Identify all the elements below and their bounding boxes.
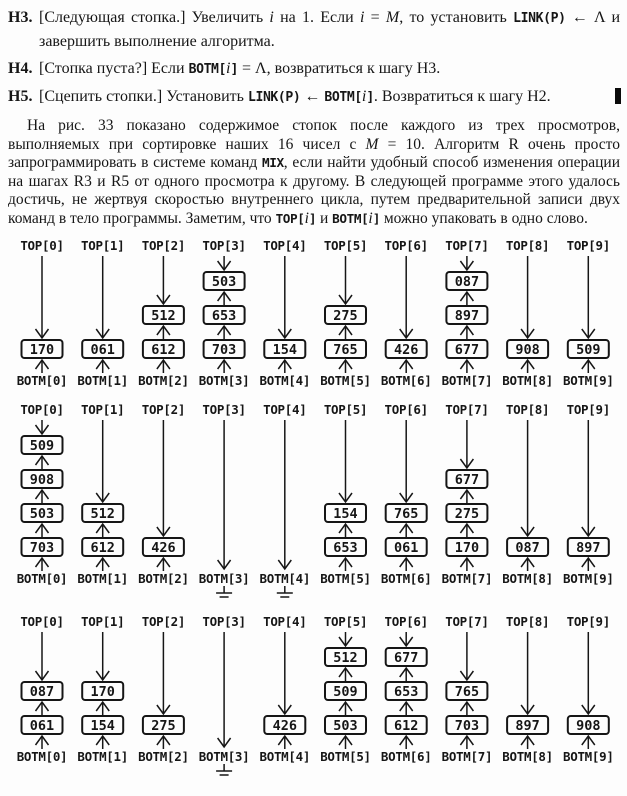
botm-label-5: BOTM[5] <box>320 570 371 586</box>
stack-node-value: 154 <box>90 717 115 734</box>
text-run: можно упаковать в одно слово. <box>379 209 588 227</box>
top-label-5: TOP[5] <box>323 402 368 417</box>
botm-label-9: BOTM[9] <box>563 748 614 764</box>
top-label-6: TOP[6] <box>384 238 428 253</box>
top-label-3: TOP[3] <box>202 614 246 629</box>
botm-label-3: BOTM[3] <box>198 748 250 764</box>
botm-label-3: BOTM[3] <box>198 570 250 586</box>
botm-label-2: BOTM[2] <box>138 372 189 388</box>
stack-node-value: 509 <box>576 341 601 358</box>
top-label-0: TOP[0] <box>20 614 64 629</box>
code-token: ] <box>308 210 317 226</box>
top-label-7: TOP[7] <box>445 614 489 629</box>
botm-label-2: BOTM[2] <box>138 570 189 586</box>
text-run: i <box>359 9 365 26</box>
step-label: H3. <box>8 9 33 26</box>
top-label-3: TOP[3] <box>202 402 246 417</box>
code-token: LINK(P) <box>247 90 301 105</box>
stack-node-value: 087 <box>515 539 540 556</box>
text-run: на 1. Если <box>273 9 360 26</box>
botm-label-6: BOTM[6] <box>380 372 432 388</box>
code-token: BOTM[ <box>332 210 369 226</box>
stack-node-value: 703 <box>29 539 55 556</box>
top-label-8: TOP[8] <box>505 614 550 629</box>
top-label-9: TOP[9] <box>566 238 610 253</box>
botm-label-1: BOTM[1] <box>77 372 128 388</box>
algorithm-step-h5 <box>8 85 620 109</box>
stack-node-value: 512 <box>151 307 176 324</box>
text-run: [Сцепить стопки.] Установить <box>39 88 248 105</box>
stack-node-value: 512 <box>333 649 358 666</box>
text-run: i <box>361 88 367 105</box>
stack-node-value: 087 <box>29 683 55 700</box>
botm-label-4: BOTM[4] <box>259 372 311 388</box>
algorithm-end-marker-icon <box>615 88 621 104</box>
stack-node-value: 154 <box>333 505 358 522</box>
stack-node-value: 512 <box>90 505 115 522</box>
top-label-8: TOP[8] <box>505 238 550 253</box>
top-label-0: TOP[0] <box>20 238 64 253</box>
text-run: На рис. 33 показано содержимое стопок после каждого из трех просмотров, выполняемых при сортировке наших 16 чисел с <box>8 117 620 153</box>
code-token: BOTM[ <box>324 90 362 105</box>
stack-node-value: 154 <box>272 341 297 358</box>
stack-node-value: 087 <box>454 273 480 290</box>
code-token: ] <box>366 90 374 105</box>
stack-node-value: 897 <box>576 539 601 556</box>
step-label: H4. <box>8 60 33 77</box>
stack-node-value: 509 <box>333 683 358 700</box>
botm-label-4: BOTM[4] <box>259 570 311 586</box>
botm-label-8: BOTM[8] <box>502 570 553 586</box>
text-run: i <box>368 209 373 227</box>
text-run: , если найти удобный способ изменения операции на шагах R3 и R5 от одного просмотра к другому. В следующей программе этого удалось достичь, не жертвуя скоростью внутреннего цикла, путем предварительной записи двух команд в тело программы. Заметим, что <box>8 154 621 227</box>
botm-label-7: BOTM[7] <box>441 372 493 388</box>
step-text <box>39 88 551 105</box>
stacks-diagram-pass-3 <box>0 615 627 780</box>
top-label-6: TOP[6] <box>384 402 428 417</box>
text-run: ← <box>300 88 325 105</box>
text-content <box>0 0 627 229</box>
stack-node-value: 677 <box>454 471 480 488</box>
stack-node-value: 908 <box>576 717 601 734</box>
top-label-1: TOP[1] <box>81 614 125 629</box>
text-run: [Следующая стопка.] Увеличить <box>39 9 270 26</box>
stack-node-value: 908 <box>29 471 55 488</box>
top-label-1: TOP[1] <box>81 402 125 417</box>
stack-node-value: 677 <box>394 649 419 666</box>
text-run: и <box>316 209 333 227</box>
step-text <box>39 60 440 77</box>
top-label-3: TOP[3] <box>202 238 246 253</box>
code-token: ] <box>372 210 380 226</box>
text-run: [Стопка пуста?] Если <box>39 60 189 77</box>
top-label-2: TOP[2] <box>141 402 186 417</box>
stacks-diagram-pass-2 <box>0 403 627 602</box>
botm-label-1: BOTM[1] <box>77 748 128 764</box>
stack-node-value: 653 <box>333 539 358 556</box>
step-label: H5. <box>8 88 33 105</box>
botm-label-0: BOTM[0] <box>16 748 68 764</box>
botm-label-6: BOTM[6] <box>380 570 432 586</box>
stack-node-value: 765 <box>333 341 358 358</box>
code-token: ] <box>230 62 238 77</box>
top-label-9: TOP[9] <box>566 614 610 629</box>
text-run: = <box>364 9 386 26</box>
text-run: M <box>385 9 400 26</box>
botm-label-5: BOTM[5] <box>320 372 371 388</box>
top-label-5: TOP[5] <box>323 238 368 253</box>
stack-node-value: 897 <box>515 717 540 734</box>
botm-label-8: BOTM[8] <box>502 748 553 764</box>
botm-label-9: BOTM[9] <box>563 372 614 388</box>
stack-node-value: 503 <box>29 505 55 522</box>
text-run: = 10. Алгоритм R очень просто запрограммировать в системе команд <box>8 135 620 172</box>
stack-node-value: 765 <box>454 683 480 700</box>
stack-node-value: 275 <box>454 505 480 522</box>
top-label-4: TOP[4] <box>263 238 307 253</box>
top-label-1: TOP[1] <box>81 238 125 253</box>
botm-label-5: BOTM[5] <box>320 748 371 764</box>
stack-node-value: 275 <box>151 717 176 734</box>
botm-label-3: BOTM[3] <box>198 372 250 388</box>
top-label-0: TOP[0] <box>20 402 64 417</box>
stack-node-value: 509 <box>29 437 55 454</box>
stack-node-value: 703 <box>211 341 237 358</box>
text-run: i <box>304 209 309 227</box>
botm-label-0: BOTM[0] <box>16 372 68 388</box>
body-paragraph <box>8 117 620 229</box>
text-run: , то установить <box>399 9 514 26</box>
stack-node-value: 765 <box>394 505 419 522</box>
stack-node-value: 612 <box>394 717 419 734</box>
top-label-7: TOP[7] <box>445 402 489 417</box>
botm-label-8: BOTM[8] <box>502 372 553 388</box>
top-label-5: TOP[5] <box>323 614 368 629</box>
stack-node-value: 897 <box>454 307 480 324</box>
botm-label-7: BOTM[7] <box>441 748 493 764</box>
text-run: ← Λ и завершить выполнение алгоритма. <box>39 9 621 50</box>
top-label-2: TOP[2] <box>141 238 186 253</box>
text-run: i <box>226 60 231 77</box>
stack-node-value: 908 <box>515 341 540 358</box>
text-run: . Возвратиться к шагу H2. <box>373 88 551 105</box>
top-label-8: TOP[8] <box>505 402 550 417</box>
text-run: M <box>365 135 379 153</box>
stack-node-value: 061 <box>29 717 55 734</box>
algorithm-step-h3 <box>8 6 620 53</box>
stack-node-value: 612 <box>151 341 176 358</box>
code-token: TOP[ <box>275 210 305 226</box>
stack-node-value: 503 <box>211 273 237 290</box>
stack-node-value: 677 <box>454 341 480 358</box>
botm-label-1: BOTM[1] <box>77 570 128 586</box>
figure-33 <box>0 239 627 780</box>
top-label-2: TOP[2] <box>141 614 186 629</box>
stack-node-value: 426 <box>151 539 176 556</box>
step-text <box>39 9 620 50</box>
stack-node-value: 653 <box>211 307 237 324</box>
code-token: LINK(P) <box>513 11 566 26</box>
stack-node-value: 426 <box>394 341 419 358</box>
stack-node-value: 170 <box>90 683 115 700</box>
top-label-6: TOP[6] <box>384 614 428 629</box>
stack-node-value: 275 <box>333 307 358 324</box>
botm-label-2: BOTM[2] <box>138 748 189 764</box>
stack-node-value: 503 <box>333 717 358 734</box>
stack-node-value: 170 <box>454 539 480 556</box>
text-run: i <box>269 9 274 26</box>
stack-node-value: 653 <box>394 683 419 700</box>
stacks-diagram-pass-1 <box>0 239 627 390</box>
stack-node-value: 426 <box>272 717 297 734</box>
code-token: MIX <box>262 155 284 171</box>
algorithm-step-h4 <box>8 57 620 81</box>
top-label-4: TOP[4] <box>263 402 307 417</box>
botm-label-7: BOTM[7] <box>441 570 493 586</box>
botm-label-0: BOTM[0] <box>16 570 68 586</box>
botm-label-9: BOTM[9] <box>563 570 614 586</box>
botm-label-6: BOTM[6] <box>380 748 432 764</box>
stack-node-value: 612 <box>90 539 115 556</box>
stack-node-value: 170 <box>29 341 55 358</box>
top-label-9: TOP[9] <box>566 402 610 417</box>
stack-node-value: 061 <box>394 539 419 556</box>
stack-node-value: 703 <box>454 717 480 734</box>
top-label-4: TOP[4] <box>263 614 307 629</box>
top-label-7: TOP[7] <box>445 238 489 253</box>
botm-label-4: BOTM[4] <box>259 748 311 764</box>
stack-node-value: 061 <box>90 341 115 358</box>
text-run: = Λ, возвратиться к шагу H3. <box>238 60 441 77</box>
code-token: BOTM[ <box>188 62 227 77</box>
